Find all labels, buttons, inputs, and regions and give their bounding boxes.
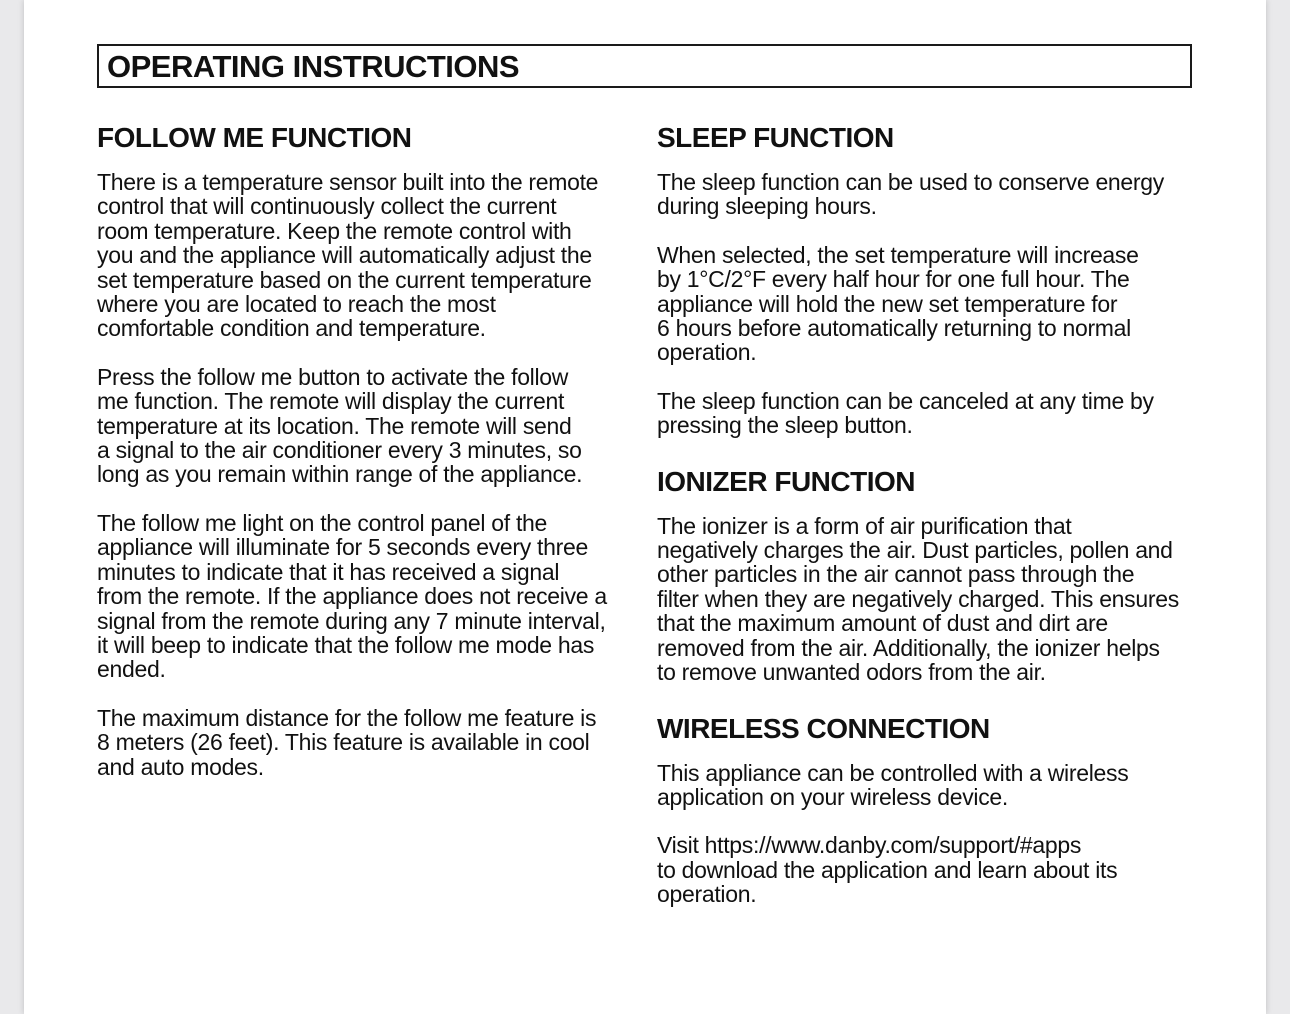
page-title: OPERATING INSTRUCTIONS — [107, 49, 520, 84]
follow-me-paragraph-3: The follow me light on the control panel of the appliance will illuminate for 5 seconds every three minutes to indicate that it has received a signal from the remote. If the appliance does not receive a signal from the remote during any 7 minute interval, it will beep to indicate that the follow me mode has ended. — [97, 509, 607, 683]
follow-me-paragraph-4: The maximum distance for the follow me feature is 8 meters (26 feet). This feature is available in cool and auto modes. — [97, 704, 597, 780]
ionizer-heading: IONIZER FUNCTION — [657, 465, 915, 497]
ionizer-paragraph-1: The ionizer is a form of air purification that negatively charges the air. Dust particles, pollen and other particles in the air cannot pass through the filter when they are negatively charged. This ensures that the maximum amount of dust and dirt are removed from the air. Additionally, the ionizer helps to remove unwanted odors from the air. — [657, 512, 1179, 686]
wireless-paragraph-2: Visit https://www.danby.com/support/#apps to download the application and learn about its operation. — [657, 832, 1118, 908]
wireless-heading: WIRELESS CONNECTION — [657, 712, 990, 744]
sleep-paragraph-2: When selected, the set temperature will increase by 1°C/2°F every half hour for one full hour. The appliance will hold the new set temperature for 6 hours before automatically returning to normal operation. — [657, 241, 1139, 366]
wireless-paragraph-1: This appliance can be controlled with a wireless application on your wireless device. — [657, 759, 1129, 810]
follow-me-paragraph-2: Press the follow me button to activate the follow me function. The remote will display the current temperature at its location. The remote will send a signal to the air conditioner every 3 minutes, so long as you remain within range of the appliance. — [97, 363, 583, 488]
follow-me-heading: FOLLOW ME FUNCTION — [97, 122, 412, 153]
follow-me-paragraph-1: There is a temperature sensor built into the remote control that will continuously collect the current room temperature. Keep the remote control with you and the appliance will automatically adjust the set temperature based on the current temperature where you are located to reach the most comfortable condition and temperature. — [97, 169, 599, 342]
sleep-heading: SLEEP FUNCTION — [657, 122, 894, 153]
page-title-box — [97, 44, 1192, 88]
ionizer-section — [657, 462, 1202, 685]
right-column — [657, 118, 1202, 907]
sleep-paragraph-3: The sleep function can be canceled at any time by pressing the sleep button. — [657, 387, 1154, 439]
wireless-section — [657, 709, 1202, 907]
left-column — [97, 118, 642, 779]
sleep-section — [657, 118, 1202, 438]
document-page — [24, 0, 1266, 1014]
follow-me-section — [97, 118, 642, 779]
sleep-paragraph-1: The sleep function can be used to conserve energy during sleeping hours. — [657, 169, 1164, 220]
